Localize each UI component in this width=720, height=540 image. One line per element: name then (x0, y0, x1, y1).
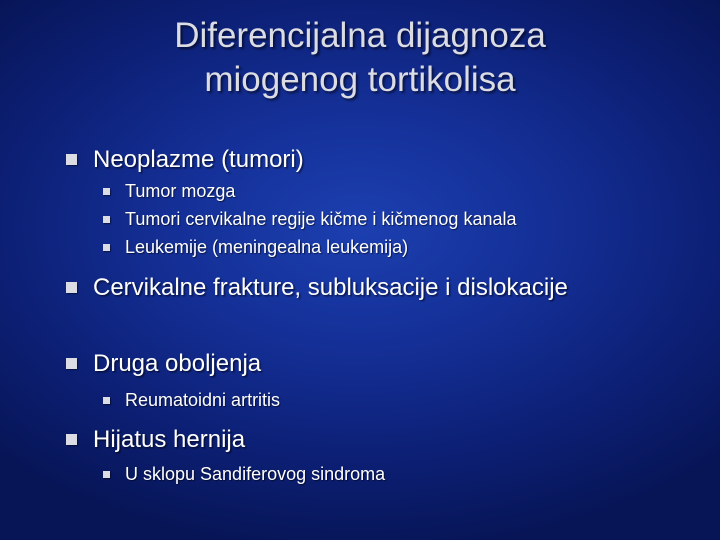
square-bullet-icon (103, 471, 110, 478)
square-bullet-icon (103, 216, 110, 223)
square-bullet-icon (103, 188, 110, 195)
sub-bullet-text: Tumor mozga (125, 181, 236, 201)
square-bullet-icon (66, 358, 77, 369)
bullet-text: Cervikalne frakture, subluksacije i dislokacije (93, 274, 568, 301)
title-line: miogenog tortikolisa (204, 60, 516, 99)
bullet-text: Neoplazme (tumori) (93, 146, 304, 173)
square-bullet-icon (66, 282, 77, 293)
bullet-item (66, 272, 586, 303)
square-bullet-icon (66, 154, 77, 165)
bullet-item (66, 144, 676, 175)
sub-bullet-item (103, 235, 693, 259)
sub-bullet-text: U sklopu Sandiferovog sindroma (125, 464, 386, 484)
sub-bullet-text: Leukemije (meningealna leukemija) (125, 237, 409, 257)
sub-bullet-text: Tumori cervikalne regije kičme i kičmenog kanala (125, 209, 517, 229)
sub-bullet-text: Reumatoidni artritis (125, 390, 281, 410)
bullet-item (66, 348, 676, 379)
square-bullet-icon (103, 397, 110, 404)
square-bullet-icon (66, 434, 77, 445)
title-line: Diferencijalna dijagnoza (174, 16, 546, 55)
sub-bullet-item (103, 179, 693, 203)
bullet-text: Druga oboljenja (93, 350, 262, 377)
bullet-item (66, 424, 676, 455)
bullet-text: Hijatus hernija (93, 426, 246, 453)
sub-bullet-item (103, 207, 693, 231)
sub-bullet-item (103, 462, 693, 486)
square-bullet-icon (103, 244, 110, 251)
sub-bullet-item (103, 388, 693, 412)
